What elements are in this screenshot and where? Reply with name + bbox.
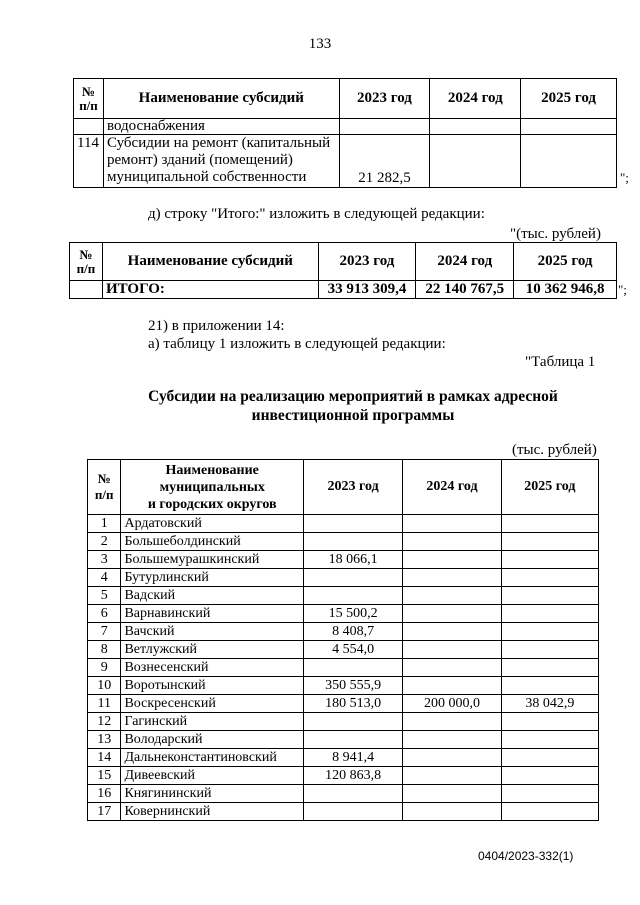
- page-number: 133: [308, 36, 332, 52]
- header-name: Наименование субсидий: [103, 79, 339, 119]
- value-2023: 15 500,2: [303, 605, 402, 623]
- table-row: [88, 731, 599, 749]
- subsidy-table-continuation: [73, 78, 617, 188]
- row-no: 3: [88, 551, 121, 569]
- header-2023: 2023 год: [318, 243, 416, 281]
- value-2024: [403, 515, 501, 533]
- value-2025: [501, 605, 598, 623]
- unit-label: "(тыс. рублей): [510, 226, 601, 242]
- table-row: [88, 515, 599, 533]
- value-2023: [303, 659, 402, 677]
- row-name: Гагинский: [121, 713, 304, 731]
- total-2023: 33 913 309,4: [318, 281, 416, 299]
- value-2025: 38 042,9: [501, 695, 598, 713]
- row-no: 11: [88, 695, 121, 713]
- row-no: 17: [88, 803, 121, 821]
- row-no: 12: [88, 713, 121, 731]
- value-2025: [501, 803, 598, 821]
- value-2025: [501, 749, 598, 767]
- value-2025: [501, 767, 598, 785]
- value-2024: [403, 569, 501, 587]
- total-2024: 22 140 767,5: [416, 281, 514, 299]
- value-2024: [403, 767, 501, 785]
- total-row: [70, 281, 617, 299]
- total-table: [69, 242, 617, 299]
- value-2025: [501, 641, 598, 659]
- table-row: [88, 713, 599, 731]
- value-2023: 18 066,1: [303, 551, 402, 569]
- row-no: [74, 119, 104, 135]
- row-no: 8: [88, 641, 121, 659]
- row-name: Варнавинский: [121, 605, 304, 623]
- header-2025: 2025 год: [514, 243, 617, 281]
- table-row: [88, 749, 599, 767]
- table-row: [88, 551, 599, 569]
- table-row: [88, 659, 599, 677]
- value-2023: [303, 803, 402, 821]
- value-2024: [403, 587, 501, 605]
- end-quote: ";: [620, 170, 629, 185]
- row-name: Воскресенский: [121, 695, 304, 713]
- row-no: 1: [88, 515, 121, 533]
- header-name: Наименование субсидий: [102, 243, 318, 281]
- table-row: [88, 623, 599, 641]
- row-name: водоснабжения: [103, 119, 339, 135]
- table-heading-line2: инвестиционной программы: [251, 407, 455, 424]
- table-row: [88, 767, 599, 785]
- value-2025: [501, 515, 598, 533]
- row-name: Бутурлинский: [121, 569, 304, 587]
- table-row: [74, 135, 617, 188]
- table-row: [88, 785, 599, 803]
- value-2024: [403, 551, 501, 569]
- row-name: Вознесенский: [121, 659, 304, 677]
- value-2023: [303, 587, 402, 605]
- table-row: [88, 533, 599, 551]
- value-2023: 8 941,4: [303, 749, 402, 767]
- document-code: 0404/2023-332(1): [478, 849, 574, 863]
- row-no: 15: [88, 767, 121, 785]
- row-no: 9: [88, 659, 121, 677]
- value-2024: 200 000,0: [403, 695, 501, 713]
- row-name: Воротынский: [121, 677, 304, 695]
- table-row: [74, 119, 617, 135]
- value-2025: [501, 551, 598, 569]
- table-row: [88, 641, 599, 659]
- row-name: Княгининский: [121, 785, 304, 803]
- row-name: Вачский: [121, 623, 304, 641]
- value-2024: [403, 713, 501, 731]
- value-2023: [303, 569, 402, 587]
- value-2024: [403, 659, 501, 677]
- row-name: Ветлужский: [121, 641, 304, 659]
- value-2024: [403, 677, 501, 695]
- paragraph-a: а) таблицу 1 изложить в следующей редакции:: [148, 336, 446, 352]
- header-no: № п/п: [70, 243, 103, 281]
- value-2024: [403, 605, 501, 623]
- value-2025: [501, 677, 598, 695]
- value-2025: [501, 533, 598, 551]
- municipal-subsidy-table: [87, 459, 599, 821]
- value-2023: 120 863,8: [303, 767, 402, 785]
- unit-label: (тыс. рублей): [512, 442, 597, 458]
- header-2025: 2025 год: [521, 79, 617, 119]
- value-2025: [501, 659, 598, 677]
- value-2023: 4 554,0: [303, 641, 402, 659]
- value-2025: [501, 731, 598, 749]
- row-name: Вадский: [121, 587, 304, 605]
- header-no: № п/п: [88, 460, 121, 515]
- value-2023: 350 555,9: [303, 677, 402, 695]
- value-2025: [501, 713, 598, 731]
- row-name: Ковернинский: [121, 803, 304, 821]
- row-no: 4: [88, 569, 121, 587]
- table-row: [88, 803, 599, 821]
- table-row: [88, 605, 599, 623]
- row-name: Дивеевский: [121, 767, 304, 785]
- value-2023: 180 513,0: [303, 695, 402, 713]
- value-2023: 8 408,7: [303, 623, 402, 641]
- end-quote: ";: [618, 282, 627, 297]
- header-2024: 2024 год: [430, 79, 521, 119]
- value-2024: [403, 749, 501, 767]
- value-2023: [303, 713, 402, 731]
- row-no: 7: [88, 623, 121, 641]
- row-no: 6: [88, 605, 121, 623]
- value-2023: [303, 731, 402, 749]
- row-no: 16: [88, 785, 121, 803]
- header-2024: 2024 год: [403, 460, 501, 515]
- table-row: [88, 587, 599, 605]
- header-2024: 2024 год: [416, 243, 514, 281]
- value-2025: [501, 587, 598, 605]
- row-no: 114: [74, 135, 104, 188]
- value-2025: [501, 569, 598, 587]
- value-2024: [403, 533, 501, 551]
- table-heading-line1: Субсидии на реализацию мероприятий в рамках адресной: [148, 388, 558, 405]
- value-2024: [403, 803, 501, 821]
- table-row: [88, 677, 599, 695]
- value-2023: [303, 533, 402, 551]
- row-name: Субсидии на ремонт (капитальный ремонт) зданий (помещений) муниципальной собственности: [103, 135, 339, 188]
- header-2025: 2025 год: [501, 460, 598, 515]
- row-name: Дальнеконстантиновский: [121, 749, 304, 767]
- header-2023: 2023 год: [339, 79, 430, 119]
- value-2024: [403, 623, 501, 641]
- row-name: Ардатовский: [121, 515, 304, 533]
- header-2023: 2023 год: [303, 460, 402, 515]
- row-no: 13: [88, 731, 121, 749]
- value-2023: [303, 785, 402, 803]
- row-no: 2: [88, 533, 121, 551]
- value-2024: [403, 731, 501, 749]
- table-row: [88, 695, 599, 713]
- row-name: Большеболдинский: [121, 533, 304, 551]
- value-2024: [403, 785, 501, 803]
- value-2023: [303, 515, 402, 533]
- paragraph-d: д) строку "Итого:" изложить в следующей редакции:: [148, 206, 485, 222]
- paragraph-21: 21) в приложении 14:: [148, 318, 285, 334]
- table-row: [88, 569, 599, 587]
- header-name: Наименование муниципальных и городских округов: [121, 460, 304, 515]
- table-label: "Таблица 1: [525, 354, 596, 370]
- total-label: ИТОГО:: [102, 281, 318, 299]
- header-no: № п/п: [74, 79, 104, 119]
- total-2025: 10 362 946,8: [514, 281, 617, 299]
- value-2023: 21 282,5: [339, 135, 430, 188]
- row-no: 5: [88, 587, 121, 605]
- row-no: 10: [88, 677, 121, 695]
- value-2025: [501, 623, 598, 641]
- row-name: Володарский: [121, 731, 304, 749]
- value-2025: [501, 785, 598, 803]
- value-2024: [403, 641, 501, 659]
- row-no: 14: [88, 749, 121, 767]
- row-name: Большемурашкинский: [121, 551, 304, 569]
